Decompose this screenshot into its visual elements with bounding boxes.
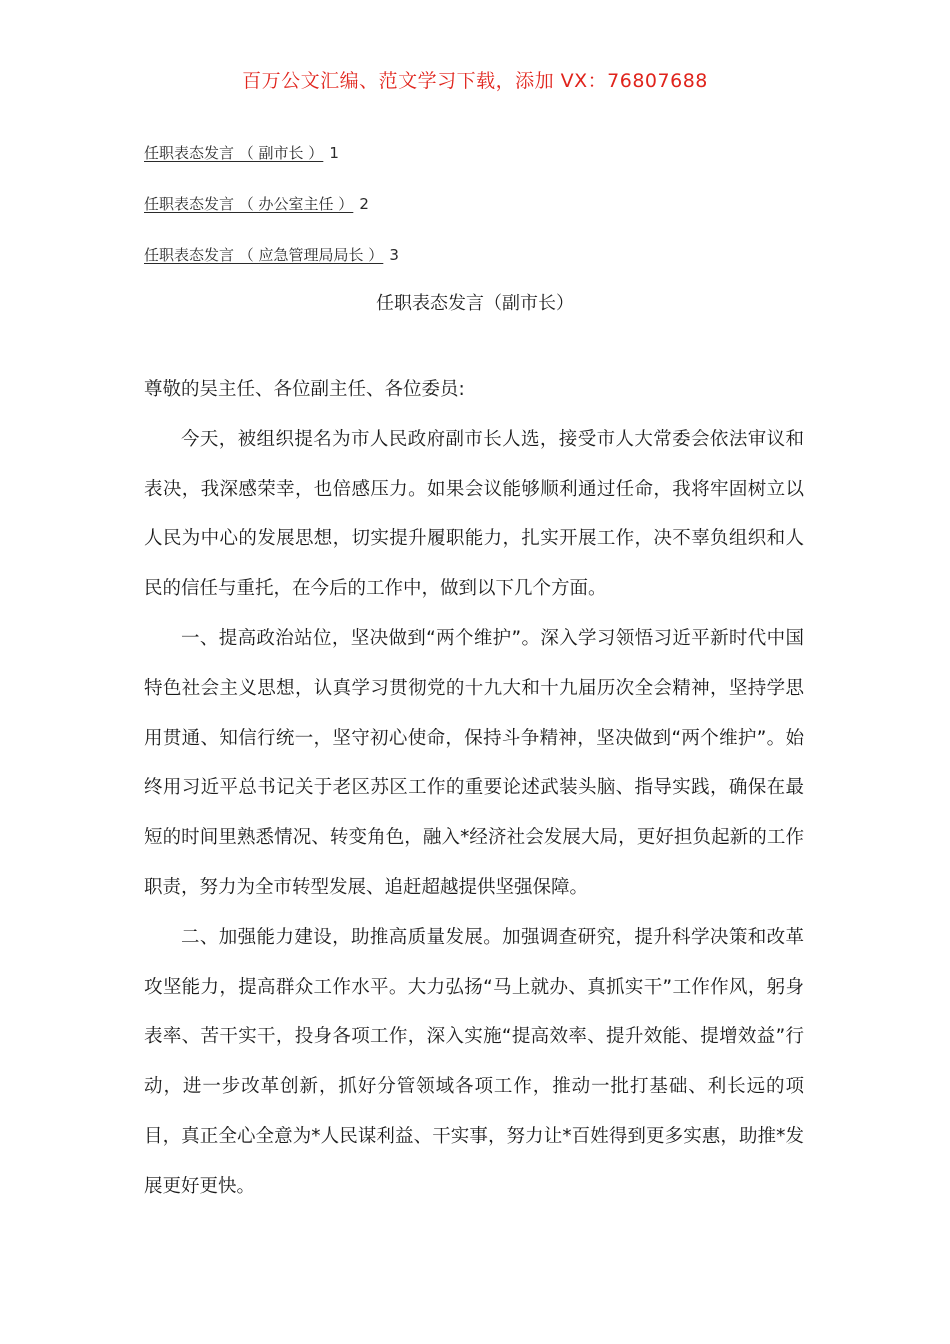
toc-page-number: 1 (329, 144, 339, 162)
toc-link-vice-mayor[interactable]: 任职表态发言 （ 副市长 ） (144, 144, 324, 162)
toc-page-number: 2 (359, 195, 369, 213)
document-title: 任职表态发言（副市长） (376, 293, 574, 314)
document-body (144, 365, 804, 1212)
promo-banner: 百万公文汇编、范文学习下载，添加 VX：76807688 (242, 70, 708, 92)
table-of-contents (144, 139, 804, 292)
toc-link-office-director[interactable]: 任职表态发言 （ 办公室主任 ） (144, 195, 354, 213)
toc-entry (144, 241, 804, 292)
toc-link-emergency-bureau-director[interactable]: 任职表态发言 （ 应急管理局局长 ） (144, 246, 384, 264)
toc-page-number: 3 (389, 246, 399, 264)
paragraph-capability-building: 二、加强能力建设，助推高质量发展。加强调查研究，提升科学决策和改革攻坚能力，提高群众工作水平。大力弘扬“马上就办、真抓实干”工作作风，躬身表率、苦干实干，投身各项工作，深入实施“提高效率、提升效能、提增效益”行动，进一步改革创新，抓好分管领域各项工作，推动一批打基础、利长远的项目，真正全心全意为*人民谋利益、干实事，努力让*百姓得到更多实惠，助推*发展更好更快。 (144, 926, 804, 1197)
salutation: 尊敬的吴主任、各位副主任、各位委员: (144, 379, 465, 400)
toc-entry (144, 139, 804, 190)
paragraph-intro: 今天，被组织提名为市人民政府副市长人选，接受市人大常委会依法审议和表决，我深感荣幸，也倍感压力。如果会议能够顺利通过任命，我将牢固树立以人民为中心的发展思想，切实提升履职能力，扎实开展工作，决不辜负组织和人民的信任与重托，在今后的工作中，做到以下几个方面。 (144, 428, 804, 600)
paragraph-political-stance: 一、提高政治站位，坚决做到“两个维护”。深入学习领悟习近平新时代中国特色社会主义思想，认真学习贯彻党的十九大和十九届历次全会精神，坚持学思用贯通、知信行统一，坚守初心使命，保持斗争精神，坚决做到“两个维护”。始终用习近平总书记关于老区苏区工作的重要论述武装头脑、指导实践，确保在最短的时间里熟悉情况、转变角色，融入*经济社会发展大局，更好担负起新的工作职责，努力为全市转型发展、追赶超越提供坚强保障。 (144, 627, 804, 898)
toc-entry (144, 190, 804, 241)
